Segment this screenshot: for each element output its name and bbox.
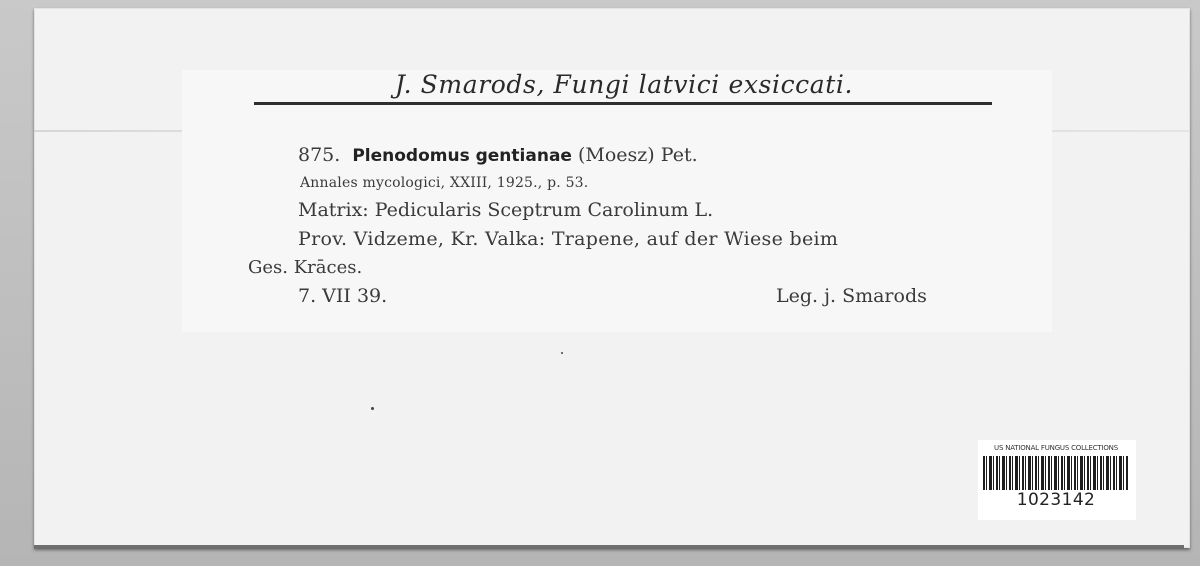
- barcode-icon: [983, 456, 1129, 490]
- specimen-number: 875.: [298, 144, 341, 166]
- barcode-number: 1023142: [1016, 490, 1096, 510]
- collection-date: 7. VII 39.: [298, 285, 388, 307]
- literature-reference: Annales mycologici, XXIII, 1925., p. 53.: [300, 175, 589, 191]
- species-authority: (Moesz) Pet.: [578, 144, 698, 166]
- locality-line-1: Prov. Vidzeme, Kr. Valka: Trapene, auf der Wiese beim: [298, 228, 839, 250]
- paper-speck: [561, 352, 563, 354]
- specimen-name-line: [298, 144, 698, 166]
- locality-line-2: Ges. Krāces.: [248, 257, 363, 278]
- title-rule: [254, 102, 992, 105]
- matrix-line: Matrix: Pedicularis Sceptrum Carolinum L.: [298, 199, 714, 221]
- species-name: Plenodomus gentianae: [352, 146, 572, 166]
- series-title: J. Smarods, Fungi latvici exsiccati.: [394, 70, 854, 99]
- envelope-shadow-edge: [34, 545, 1184, 549]
- barcode-institution: US NATIONAL FUNGUS COLLECTIONS: [994, 444, 1118, 452]
- paper-speck: [371, 407, 374, 410]
- collector: Leg. j. Smarods: [776, 285, 927, 307]
